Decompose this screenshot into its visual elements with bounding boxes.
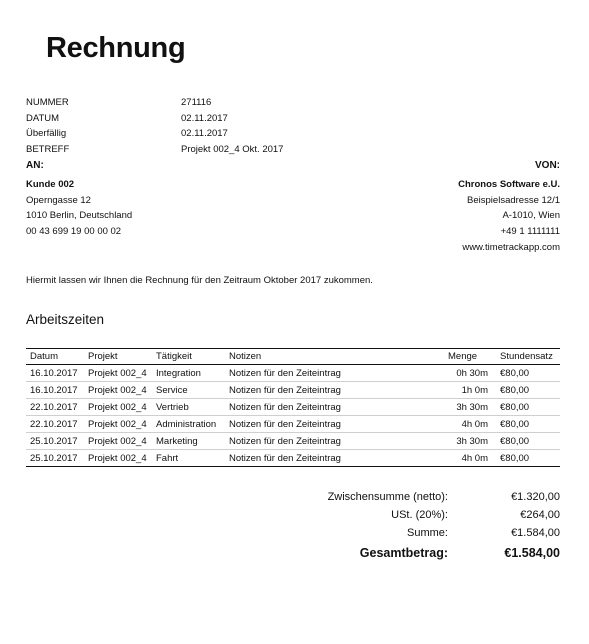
recipient-line: 00 43 699 19 00 00 02: [26, 226, 122, 238]
sender-website-link[interactable]: www.timetrackapp.com: [462, 241, 560, 253]
cell-notes: Notizen für den Zeiteintrag: [225, 450, 444, 467]
table-row: [26, 433, 560, 450]
meta-label: BETREFF: [26, 143, 70, 155]
cell-activity: Vertrieb: [152, 399, 225, 416]
meta-value: Projekt 002_4 Okt. 2017: [181, 143, 284, 155]
cell-project: Projekt 002_4: [84, 382, 152, 399]
col-header-project: Projekt: [84, 349, 152, 365]
vat-row: [328, 506, 560, 524]
work-hours-table: [26, 348, 560, 467]
total-label: Zwischensumme (netto):: [327, 491, 448, 503]
sender-line: A-1010, Wien: [502, 210, 560, 222]
cell-quantity: 3h 30m: [444, 433, 496, 450]
table-row: [26, 365, 560, 382]
table-row: [26, 382, 560, 399]
grand-total-value: €1.584,00: [504, 546, 560, 560]
col-header-date: Datum: [26, 349, 84, 365]
recipient-name: Kunde 002: [26, 179, 75, 190]
recipient-line: Operngasse 12: [26, 194, 91, 206]
cell-activity: Service: [152, 382, 225, 399]
cell-quantity: 0h 30m: [444, 365, 496, 382]
meta-value: 271116: [181, 97, 212, 108]
col-header-quantity: Menge: [444, 349, 496, 365]
cell-activity: Integration: [152, 365, 225, 382]
meta-value: 02.11.2017: [181, 128, 228, 139]
cell-project: Projekt 002_4: [84, 450, 152, 467]
total-value: €1.584,00: [511, 527, 560, 539]
table-header-row: [26, 349, 560, 365]
cell-rate: €80,00: [496, 399, 560, 416]
cell-rate: €80,00: [496, 365, 560, 382]
section-title: Arbeitszeiten: [26, 312, 105, 327]
cell-project: Projekt 002_4: [84, 416, 152, 433]
sender-heading: VON:: [535, 160, 560, 171]
cell-notes: Notizen für den Zeiteintrag: [225, 382, 444, 399]
cell-quantity: 4h 0m: [444, 416, 496, 433]
cell-notes: Notizen für den Zeiteintrag: [225, 416, 444, 433]
total-value: €264,00: [520, 509, 560, 521]
sender-line: Beispielsadresse 12/1: [467, 194, 560, 206]
recipient-address: [26, 160, 132, 240]
recipient-heading: AN:: [26, 160, 44, 171]
cell-rate: €80,00: [496, 450, 560, 467]
invoice-title: Rechnung: [46, 32, 186, 64]
cell-activity: Administration: [152, 416, 225, 433]
table-row: [26, 416, 560, 433]
cell-activity: Fahrt: [152, 450, 225, 467]
cell-rate: €80,00: [496, 416, 560, 433]
col-header-activity: Tätigkeit: [152, 349, 225, 365]
total-label: Summe:: [407, 527, 448, 539]
meta-label: Überfällig: [26, 128, 67, 139]
cell-date: 25.10.2017: [26, 450, 84, 467]
totals-block: [328, 488, 560, 564]
meta-label: NUMMER: [26, 97, 69, 108]
cell-project: Projekt 002_4: [84, 433, 152, 450]
cell-date: 22.10.2017: [26, 399, 84, 416]
cell-date: 22.10.2017: [26, 416, 84, 433]
cell-rate: €80,00: [496, 433, 560, 450]
cell-quantity: 3h 30m: [444, 399, 496, 416]
total-label: USt. (20%):: [391, 509, 448, 521]
table-row: [26, 450, 560, 467]
col-header-notes: Notizen: [225, 349, 444, 365]
cell-quantity: 1h 0m: [444, 382, 496, 399]
sender-address: [458, 160, 560, 255]
cell-rate: €80,00: [496, 382, 560, 399]
sum-row: [328, 524, 560, 542]
cell-date: 16.10.2017: [26, 382, 84, 399]
intro-text: Hiermit lassen wir Ihnen die Rechnung für den Zeitraum Oktober 2017 zukommen.: [26, 275, 373, 286]
meta-label: DATUM: [26, 112, 60, 124]
meta-value: 02.11.2017: [181, 112, 228, 124]
cell-activity: Marketing: [152, 433, 225, 450]
cell-project: Projekt 002_4: [84, 365, 152, 382]
cell-notes: Notizen für den Zeiteintrag: [225, 433, 444, 450]
cell-project: Projekt 002_4: [84, 399, 152, 416]
cell-quantity: 4h 0m: [444, 450, 496, 467]
subtotal-row: [328, 488, 560, 506]
grand-total-label: Gesamtbetrag:: [359, 546, 448, 560]
recipient-line: 1010 Berlin, Deutschland: [26, 210, 133, 222]
cell-date: 16.10.2017: [26, 365, 84, 382]
sender-name: Chronos Software e.U.: [458, 179, 560, 190]
sender-line: +49 1 1111111: [500, 226, 560, 238]
total-value: €1.320,00: [511, 491, 560, 503]
col-header-rate: Stundensatz: [496, 349, 560, 365]
cell-notes: Notizen für den Zeiteintrag: [225, 399, 444, 416]
grand-total-row: [328, 542, 560, 564]
cell-notes: Notizen für den Zeiteintrag: [225, 365, 444, 382]
cell-date: 25.10.2017: [26, 433, 84, 450]
table-row: [26, 399, 560, 416]
